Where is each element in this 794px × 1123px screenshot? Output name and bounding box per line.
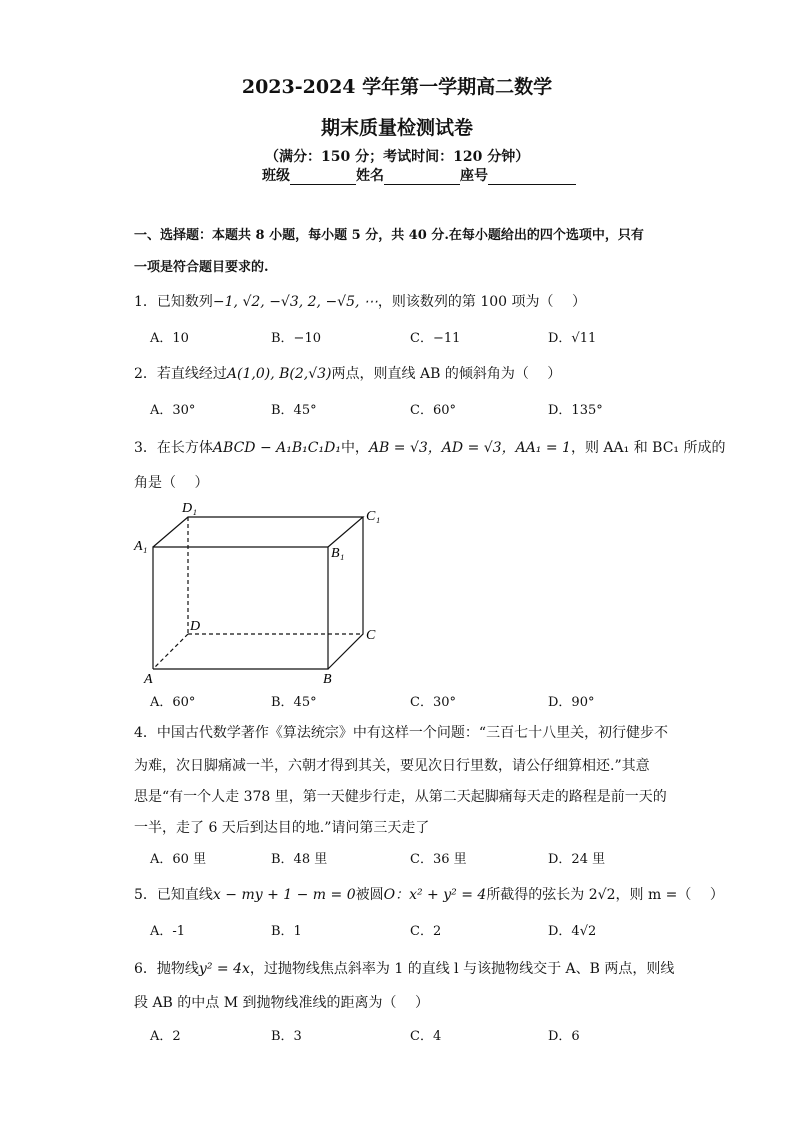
- cuboid-figure: [130, 497, 390, 687]
- q4-option-a[interactable]: A．60 里: [150, 852, 207, 867]
- section1-instructions-line1: 一、选择题：本题共 8 小题，每小题 5 分，共 40 分.在每小题给出的四个选项中，只有: [134, 228, 644, 243]
- q5-circle: O：x² + y² = 4: [383, 887, 487, 903]
- q5-mid: 被圆: [355, 887, 384, 903]
- q1-sequence: −1, √2, −√3, 2, −√5, ⋯: [212, 294, 378, 310]
- q6-option-c[interactable]: C．4: [410, 1029, 442, 1044]
- label-D: D: [190, 619, 201, 634]
- q3-option-b[interactable]: B．45°: [271, 695, 317, 710]
- q3-prefix: 3．在长方体: [134, 440, 213, 456]
- label-B1: B₁: [331, 546, 345, 561]
- q5-option-c[interactable]: C．2: [410, 924, 442, 939]
- name-label: 姓名: [356, 168, 384, 184]
- q6-option-a[interactable]: A．2: [150, 1029, 181, 1044]
- class-label: 班级: [262, 168, 290, 184]
- q3-solid: ABCD − A₁B₁C₁D₁: [212, 440, 341, 456]
- q5-line-equation: x − my + 1 − m = 0: [212, 887, 356, 903]
- exam-title-line2: 期末质量检测试卷: [320, 117, 473, 139]
- q4-option-c[interactable]: C．36 里: [410, 852, 467, 867]
- q5-option-d[interactable]: D．4√2: [548, 924, 597, 939]
- q2-option-c[interactable]: C．60°: [410, 403, 456, 418]
- q1-option-a[interactable]: A．10: [150, 331, 189, 346]
- label-A1: A₁: [134, 539, 148, 554]
- question-5: [134, 884, 724, 904]
- q3-option-a[interactable]: A．60°: [150, 695, 196, 710]
- q4-option-d[interactable]: D．24 里: [548, 852, 606, 867]
- question-3-line2: 角是（ ）: [134, 475, 209, 491]
- question-3-line1: [134, 437, 725, 457]
- exam-info: （满分：150 分；考试时间：120 分钟）: [265, 149, 530, 165]
- label-B: B: [323, 672, 332, 687]
- q1-prefix: 1．已知数列: [134, 294, 213, 310]
- q2-option-a[interactable]: A．30°: [150, 403, 196, 418]
- label-A: A: [144, 672, 153, 687]
- student-info-line: [262, 165, 576, 185]
- q1-option-d[interactable]: D．√11: [548, 331, 597, 346]
- question-6-line2: 段 AB 的中点 M 到抛物线准线的距离为（ ）: [134, 995, 429, 1011]
- question-6-line1: [134, 958, 674, 978]
- q2-option-d[interactable]: D．135°: [548, 403, 603, 418]
- q3-mid: 中，: [340, 440, 369, 456]
- q4-option-b[interactable]: B．48 里: [271, 852, 328, 867]
- q3-suffix: ，则 AA₁ 和 BC₁ 所成的: [570, 440, 726, 456]
- seat-label: 座号: [460, 168, 488, 184]
- question-1: [134, 291, 586, 311]
- q2-prefix: 2．若直线经过: [134, 366, 227, 382]
- q3-option-d[interactable]: D．90°: [548, 695, 595, 710]
- q5-option-b[interactable]: B．1: [271, 924, 302, 939]
- q6-option-b[interactable]: B．3: [271, 1029, 302, 1044]
- hidden-edge-da: [153, 634, 188, 669]
- q3-option-c[interactable]: C．30°: [410, 695, 456, 710]
- q5-prefix: 5．已知直线: [134, 887, 213, 903]
- label-D1: D₁: [182, 501, 197, 516]
- exam-title-line1: 2023-2024 学年第一学期高二数学: [241, 76, 553, 98]
- top-face-edges: [153, 517, 363, 547]
- q2-option-b[interactable]: B．45°: [271, 403, 317, 418]
- class-blank[interactable]: [290, 170, 356, 185]
- question-4-line1: 4．中国古代数学著作《算法统宗》中有这样一个问题：“三百七十八里关，初行健步不: [134, 725, 669, 741]
- section1-instructions-line2: 一项是符合题目要求的.: [134, 260, 269, 275]
- q3-conditions: AB = √3，AD = √3，AA₁ = 1: [368, 440, 571, 456]
- q5-suffix: 所截得的弦长为 2√2，则 m =（ ）: [486, 887, 724, 903]
- q1-option-b[interactable]: B．−10: [271, 331, 321, 346]
- seat-blank[interactable]: [488, 170, 576, 185]
- question-4-line4: 一半，走了 6 天后到达目的地.”请问第三天走了: [134, 820, 430, 836]
- label-C1: C₁: [366, 509, 381, 524]
- q6-option-d[interactable]: D．6: [548, 1029, 580, 1044]
- right-face-edges: [328, 517, 363, 669]
- front-face-edges: [153, 547, 328, 669]
- question-2: [134, 363, 561, 383]
- question-4-line3: 思是“有一个人走 378 里，第一天健步行走，从第二天起脚痛每天走的路程是前一天的: [134, 789, 667, 805]
- name-blank[interactable]: [384, 170, 460, 185]
- q6-prefix: 6．抛物线: [134, 961, 199, 977]
- q6-suffix: ，过抛物线焦点斜率为 1 的直线 l 与该抛物线交于 A、B 两点，则线: [249, 961, 675, 977]
- label-C: C: [366, 628, 376, 643]
- q2-suffix: 两点，则直线 AB 的倾斜角为（ ）: [331, 366, 562, 382]
- q1-suffix: ，则该数列的第 100 项为（ ）: [377, 294, 586, 310]
- q6-parabola: y² = 4x: [198, 961, 250, 977]
- q1-option-c[interactable]: C．−11: [410, 331, 461, 346]
- q5-option-a[interactable]: A．-1: [150, 924, 186, 939]
- question-4-line2: 为难，次日脚痛减一半，六朝才得到其关，要见次日行里数，请公仔细算相还.”其意: [134, 758, 650, 774]
- q2-points: A(1,0), B(2,√3): [226, 366, 332, 382]
